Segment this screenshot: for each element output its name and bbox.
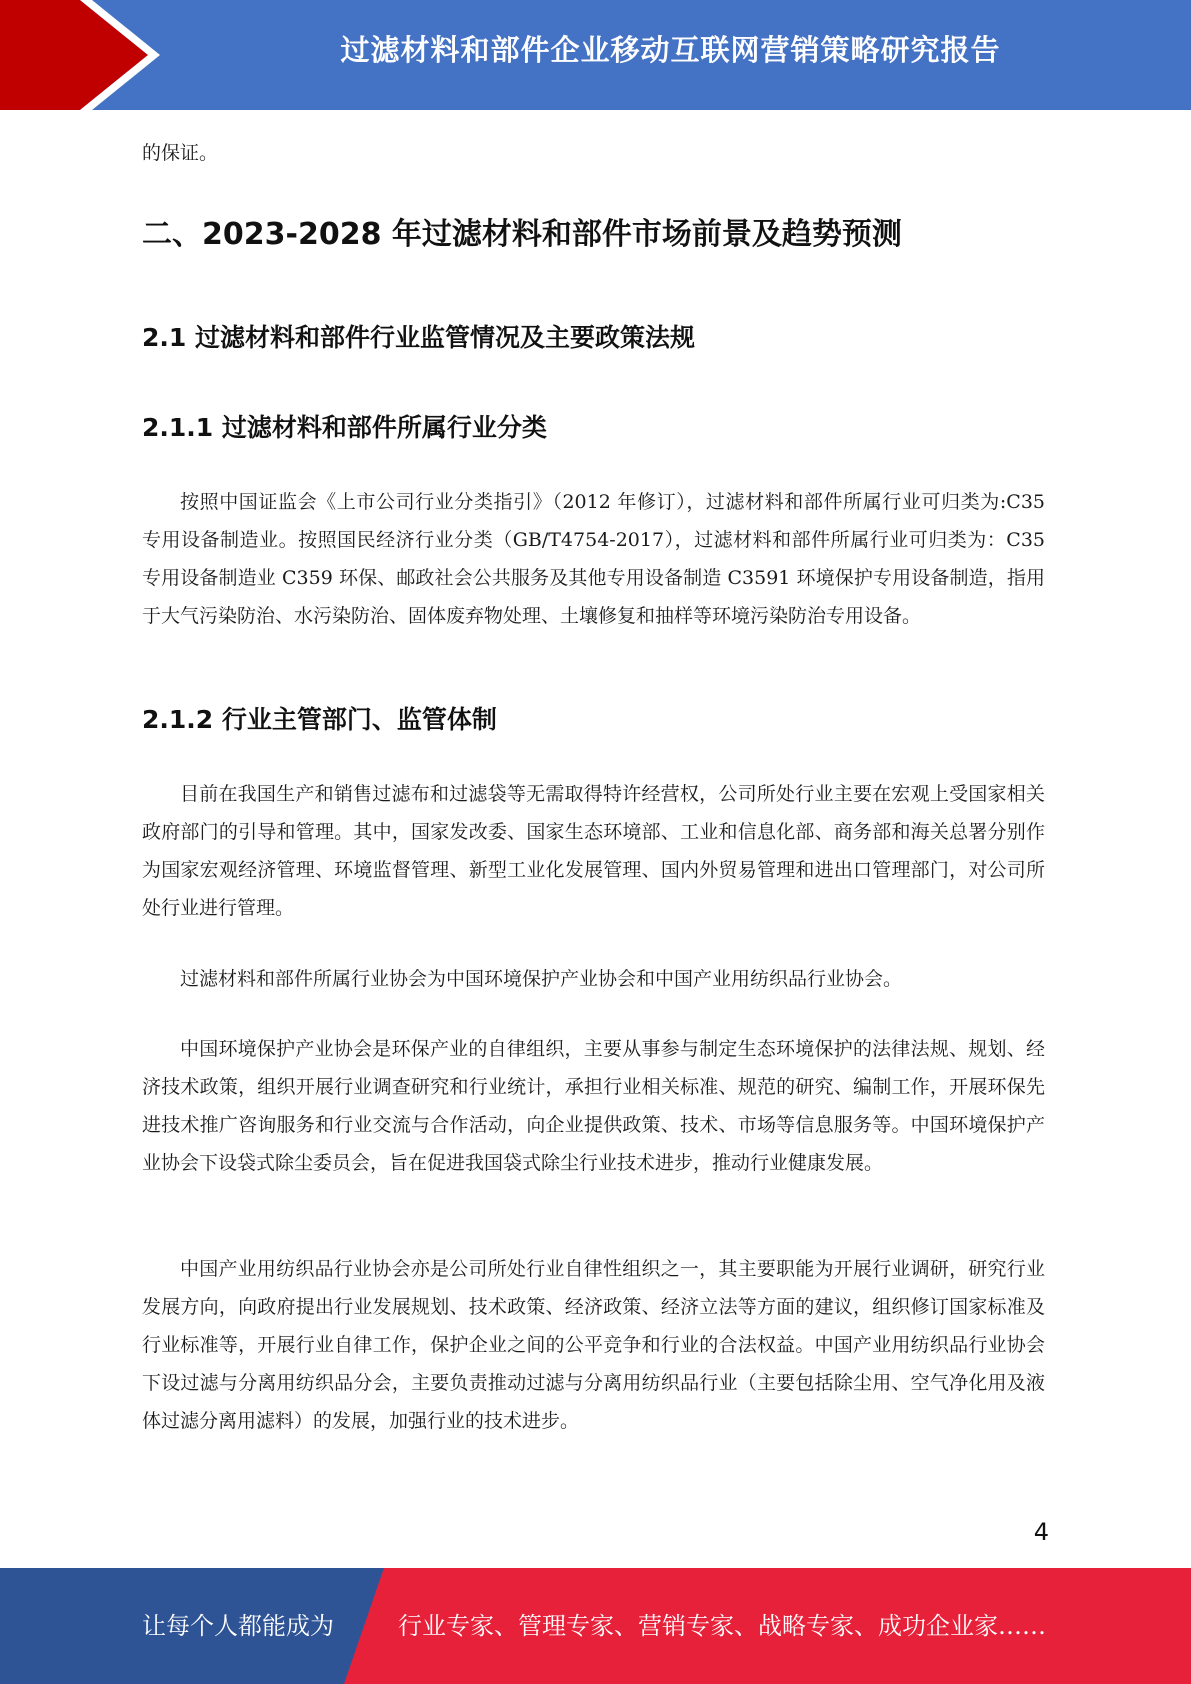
page-number: 4 bbox=[1033, 1518, 1049, 1546]
footer-banner bbox=[0, 1568, 1191, 1684]
sub1-paragraph: 按照中国证监会《上市公司行业分类指引》（2012 年修订），过滤材料和部件所属行业可归类为:C35 专用设备制造业。按照国民经济行业分类（GB/T4754-2017），过滤材料和部件所属行业可归类为：C35 专用设备制造业 C359 环保、邮政社会公共服务及其他专用设备制造 C3591 环境保护专用设备制造，指用于大气污染防治、水污染防治、固体废弃物处理、土壤修复和抽样等环境污染防治专用设备。 bbox=[142, 491, 1045, 627]
intro-paragraph-tail: 的保证。 bbox=[142, 142, 219, 164]
sub2-paragraph-2: 过滤材料和部件所属行业协会为中国环境保护产业协会和中国产业用纺织品行业协会。 bbox=[180, 968, 903, 990]
sub2-heading: 2.1.2 行业主管部门、监管体制 bbox=[142, 705, 497, 734]
report-title: 过滤材料和部件企业移动互联网营销策略研究报告 bbox=[340, 33, 1001, 67]
section-heading: 二、2023-2028 年过滤材料和部件市场前景及趋势预测 bbox=[142, 217, 902, 252]
subsection-heading: 2.1 过滤材料和部件行业监管情况及主要政策法规 bbox=[142, 323, 695, 352]
sub2-paragraph-4: 中国产业用纺织品行业协会亦是公司所处行业自律性组织之一，其主要职能为开展行业调研，研究行业发展方向，向政府提出行业发展规划、技术政策、经济政策、经济立法等方面的建议，组织修订国家标准及行业标准等，开展行业自律工作，保护企业之间的公平竞争和行业的合法权益。中国产业用纺织品行业协会下设过滤与分离用纺织品分会，主要负责推动过滤与分离用纺织品行业（主要包括除尘用、空气净化用及液体过滤分离用滤料）的发展，加强行业的技术进步。 bbox=[142, 1258, 1045, 1432]
header-banner bbox=[0, 0, 1191, 110]
sub1-heading: 2.1.1 过滤材料和部件所属行业分类 bbox=[142, 413, 547, 442]
sub2-paragraph-1: 目前在我国生产和销售过滤布和过滤袋等无需取得特许经营权，公司所处行业主要在宏观上受国家相关政府部门的引导和管理。其中，国家发改委、国家生态环境部、工业和信息化部、商务部和海关总署分别作为国家宏观经济管理、环境监督管理、新型工业化发展管理、国内外贸易管理和进出口管理部门，对公司所处行业进行管理。 bbox=[142, 783, 1045, 919]
footer-slogan-left: 让每个人都能成为 bbox=[142, 1612, 334, 1640]
sub2-paragraph-3: 中国环境保护产业协会是环保产业的自律组织，主要从事参与制定生态环境保护的法律法规、规划、经济技术政策，组织开展行业调查研究和行业统计，承担行业相关标准、规范的研究、编制工作，开展环保先进技术推广咨询服务和行业交流与合作活动，向企业提供政策、技术、市场等信息服务等。中国环境保护产业协会下设袋式除尘委员会，旨在促进我国袋式除尘行业技术进步，推动行业健康发展。 bbox=[142, 1038, 1045, 1174]
footer-slogan-right: 行业专家、管理专家、营销专家、战略专家、成功企业家…… bbox=[398, 1612, 1046, 1640]
